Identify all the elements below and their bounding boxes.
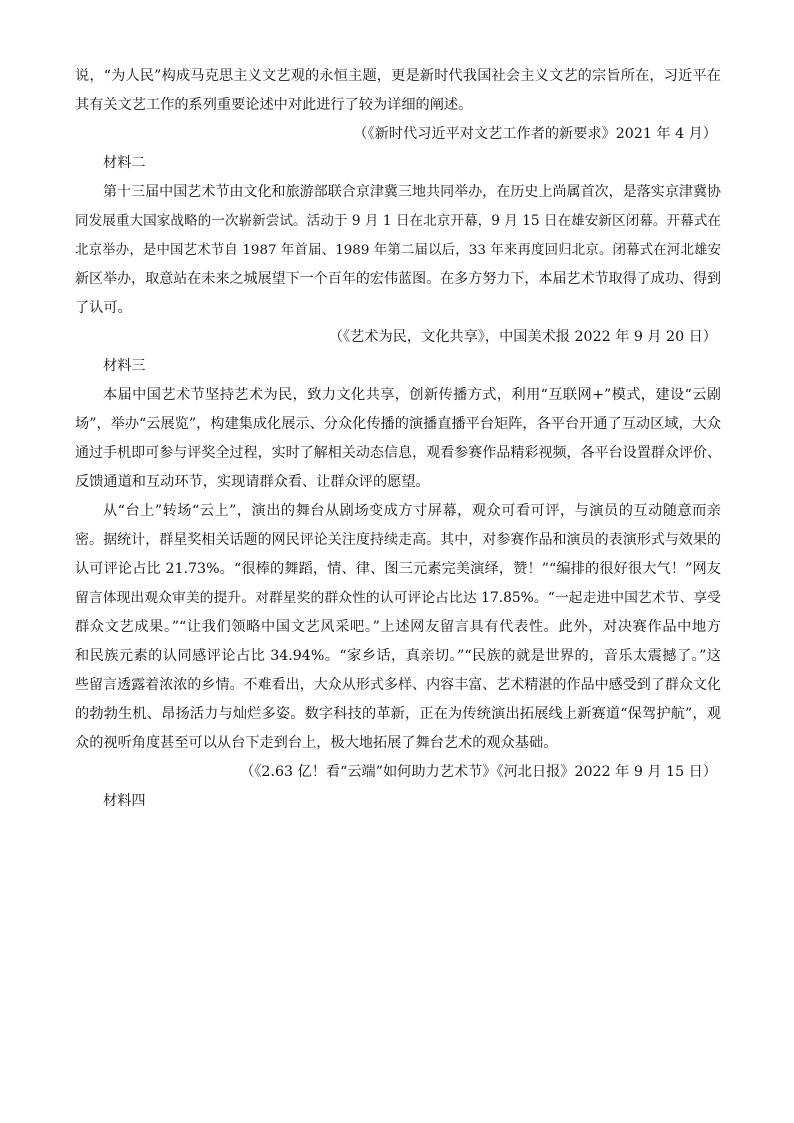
section-heading-material-4: 材料四	[103, 793, 146, 809]
text-line: 反馈通道和互动环节，实现请群众看、让群众评的愿望。	[75, 474, 430, 490]
text-line: 同发展重大国家战略的一次崭新尝试。活动于 9 月 1 日在北京开幕，9 月 15 日在雄安新区闭幕。开幕式在	[75, 213, 721, 229]
section-heading-material-3: 材料三	[103, 358, 146, 374]
text-line: 其有关文艺工作的系列重要论述中对此进行了较为详细的阐述。	[75, 97, 473, 113]
source-citation: （《艺术为民，文化共享》，中国美术报 2022 年 9 月 20 日）	[328, 329, 717, 345]
text-line: 场”，举办“云展览”，构建集成化展示、分众化传播的演播直播平台矩阵，各平台开通了互动区域，大众	[75, 416, 722, 432]
text-line: 本届中国艺术节坚持艺术为民，致力文化共享，创新传播方式，利用“互联网+”模式，建设“云剧	[103, 387, 721, 403]
text-line: 通过手机即可参与评奖全过程，实时了解相关动态信息，观看参赛作品精彩视频，各平台设置群众评价、	[75, 445, 721, 461]
text-line: 些留言透露着浓浓的乡情。不难看出，大众从形式多样、内容丰富、艺术精湛的作品中感受到了群众文化	[75, 677, 721, 693]
text-line: 新区举办，取意站在未来之城展望下一个百年的宏伟蓝图。在多方努力下，本届艺术节取得了成功、得到	[75, 271, 721, 287]
text-line: 第十三届中国艺术节由文化和旅游部联合京津冀三地共同举办，在历史上尚属首次，是落实京津冀协	[103, 184, 721, 200]
text-line: 北京举办，是中国艺术节自 1987 年首届、1989 年第二届以后，33 年来再度回归北京。闭幕式在河北雄安	[75, 243, 721, 258]
source-citation: （《2.63 亿！看“云端”如何助力艺术节》《河北日报》2022 年 9 月 15 日）	[240, 764, 717, 780]
section-heading-material-2: 材料二	[103, 155, 146, 171]
source-citation: （《新时代习近平对文艺工作者的新要求》2021 年 4 月）	[353, 126, 717, 142]
text-line: 说，“为人民”构成马克思主义文艺观的永恒主题，更是新时代我国社会主义文艺的宗旨所在，习近平在	[75, 68, 721, 84]
document-page	[75, 62, 721, 816]
text-line: 留言体现出观众审美的提升。对群星奖的群众性的认可评论占比达 17.85%。“一起走进中国艺术节、享受	[75, 590, 721, 606]
text-line: 群众文艺成果。”“让我们领略中国文艺风采吧。”上述网友留言具有代表性。此外，对决赛作品中地方	[75, 619, 721, 635]
text-line: 认可评论占比 21.73%。“很棒的舞蹈，情、律、图三元素完美演绎，赞！”“编排的很好很大气！”网友	[75, 561, 721, 577]
text-line: 了认可。	[75, 300, 132, 316]
text-line: 的勃勃生机、昂扬活力与灿烂多姿。数字科技的革新，正在为传统演出拓展线上新赛道“保驾护航”，观	[75, 706, 721, 722]
text-line: 密。据统计，群星奖相关话题的网民评论关注度持续走高。其中，对参赛作品和演员的表演形式与效果的	[75, 532, 721, 548]
text-line: 和民族元素的认同感评论占比 34.94%。“家乡话，真亲切。”“民族的就是世界的，音乐太震撼了。”这	[75, 648, 721, 664]
text-line: 从“台上”转场“云上”，演出的舞台从剧场变成方寸屏幕，观众可看可评，与演员的互动随意而亲	[103, 503, 721, 519]
text-line: 众的视听角度甚至可以从台下走到台上，极大地拓展了舞台艺术的观众基础。	[75, 735, 558, 751]
